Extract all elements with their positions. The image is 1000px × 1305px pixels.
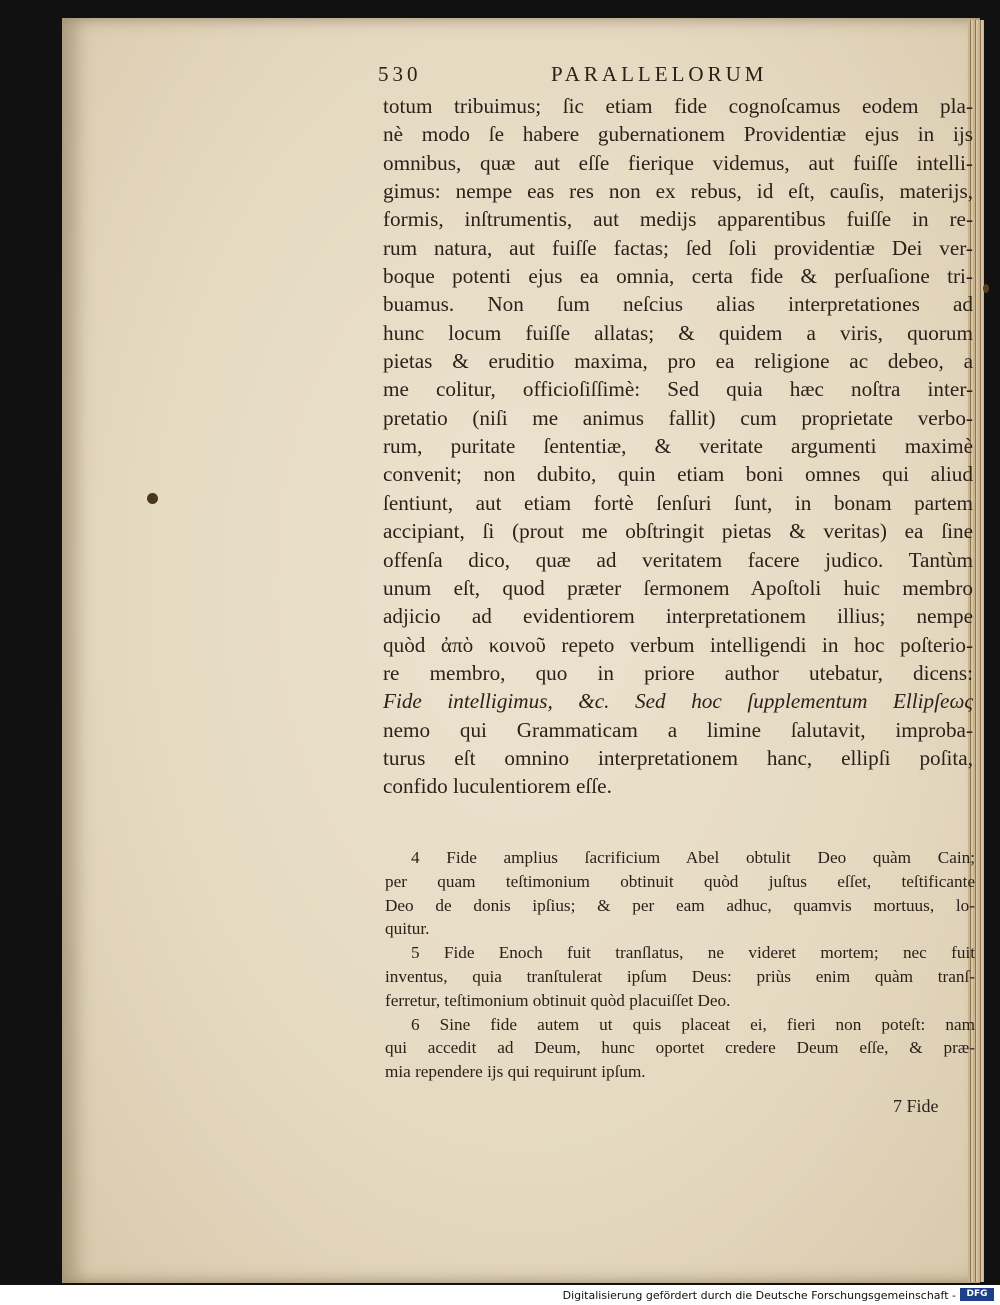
verse-line: ferretur, teſtimonium obtinuit quòd placuiſſet Deo.: [385, 990, 731, 1010]
text-line: unum eſt, quod præter ſermonem Apoſtoli huic membro: [383, 575, 973, 600]
text-line: me colitur, officioſiſſimè: Sed quia hæc noſtra inter-: [383, 377, 973, 402]
text-line: boque potenti ejus ea omnia, certa fide & perſuaſione tri-: [383, 264, 973, 289]
text-line: buamus. Non ſum neſcius alias interpretationes ad: [383, 292, 973, 317]
text-line: quòd ἀπὸ κοινοῦ repeto verbum intelligendi in hoc poſterio-: [383, 632, 973, 657]
text-line: rum, puritate ſententiæ, & veritate argumenti maximè: [383, 434, 973, 459]
text-line: adjicio ad evidentiorem interpretationem illius; nempe: [383, 604, 973, 629]
running-title: PARALLELORUM: [551, 62, 768, 86]
text-line: pretatio (niſi me animus fallit) cum proprietate verbo-: [383, 405, 973, 430]
verse-line: 6 Sine fide autem ut quis placeat ei, fieri non poteſt: nam: [411, 1014, 975, 1034]
dfg-logo: DFG: [960, 1288, 994, 1301]
page-header: [378, 62, 818, 92]
page-number: 530: [378, 62, 422, 86]
text-line: pietas & eruditio maxima, pro ea religione ac debeo, a: [383, 349, 973, 374]
verse-line: 4 Fide amplius ſacrificium Abel obtulit Deo quàm Cain;: [411, 848, 975, 867]
text-line: rum natura, aut fuiſſe factas; ſed ſoli providentiæ Dei ver-: [383, 235, 973, 260]
text-line: accipiant, ſi (prout me obſtringit pietas & veritas) ea ſine: [383, 519, 973, 544]
catchword: 7 Fide: [893, 1096, 939, 1116]
verse-line: mia rependere ijs qui requirunt ipſum.: [385, 1062, 646, 1082]
text-line: ſentiunt, aut etiam fortè ſenſuri ſunt, in bonam partem: [383, 490, 973, 515]
verse-line: Deo de donis ipſius; & per eam adhuc, quamvis mortuus, lo-: [385, 895, 975, 915]
text-line: gimus: nempe eas res non ex rebus, id eſt, cauſis, materijs,: [383, 179, 973, 204]
verse-line: 5 Fide Enoch fuit tranſlatus, ne videret mortem; nec fuit: [411, 943, 975, 963]
text-line: offenſa dico, quæ ad veritatem facere judico. Tantùm: [383, 547, 973, 572]
text-line: omnibus, quæ aut eſſe fierique videmus, aut fuiſſe intelli-: [383, 150, 973, 175]
verses-block: [385, 846, 975, 1084]
text-line: Fide intelligimus, &c. Sed hoc ſupplementum Ellipſeως: [383, 689, 973, 714]
verse-line: qui accedit ad Deum, hunc oportet credere Deum eſſe, & præ-: [385, 1038, 975, 1058]
verse-line: quitur.: [385, 919, 430, 939]
text-line: turus eſt omnino interpretationem hanc, ellipſi poſita,: [383, 745, 973, 770]
text-line: formis, inſtrumentis, aut medijs apparentibus fuiſſe in re-: [383, 207, 973, 232]
text-line: hunc locum fuiſſe allatas; & quidem a viris, quorum: [383, 320, 973, 345]
text-line: confido luculentiorem eſſe.: [383, 774, 612, 799]
main-text-block: [383, 92, 973, 801]
text-line: nemo qui Grammaticam a limine ſalutavit, improba-: [383, 717, 973, 742]
ink-spot: [147, 493, 158, 504]
text-line: convenit; non dubito, quin etiam boni omnes qui aliud: [383, 462, 973, 487]
text-line: totum tribuimus; ſic etiam fide cognoſcamus eodem pla-: [383, 94, 973, 118]
verse-line: per quam teſtimonium obtinuit quòd juſtus eſſet, teſtificante: [385, 871, 975, 891]
footer-credit: Digitalisierung gefördert durch die Deutsche Forschungsgemeinschaft -: [562, 1289, 956, 1302]
ink-spot: [983, 284, 989, 293]
verse-line: inventus, quia tranſtulerat ipſum Deus: priùs enim quàm tranſ-: [385, 966, 975, 986]
text-line: nè modo ſe habere gubernationem Providentiæ ejus in ijs: [383, 122, 973, 147]
text-line: re membro, quo in priore author utebatur, dicens:: [383, 660, 973, 685]
